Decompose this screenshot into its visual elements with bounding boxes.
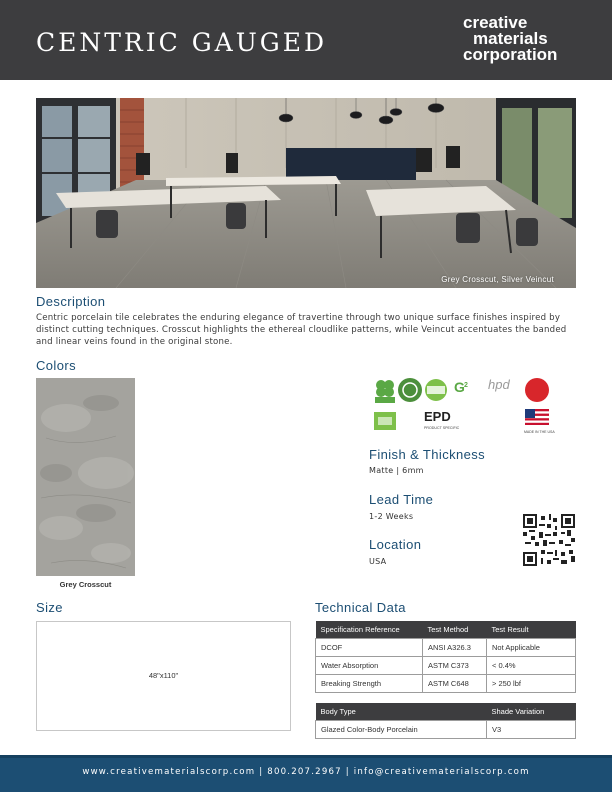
table-row — [316, 638, 576, 656]
column-header: Shade Variation — [487, 703, 576, 720]
usa-flag-icon — [525, 409, 549, 425]
table-row — [316, 674, 576, 692]
table-header-row — [316, 621, 576, 638]
qr-code[interactable] — [523, 514, 575, 566]
table-row — [316, 720, 576, 738]
table-cell: Breaking Strength — [316, 674, 423, 692]
table-cell: ANSI A326.3 — [423, 638, 487, 656]
lead-time-heading: Lead Time — [369, 492, 434, 507]
footer-contact[interactable]: www.creativematerialscorp.com | 800.207.2967 | info@creativematerialscorp.com — [82, 767, 530, 777]
recycle-icon — [398, 378, 422, 402]
table-cell: > 250 lbf — [487, 674, 576, 692]
finish-heading: Finish & Thickness — [369, 447, 486, 462]
location-value: USA — [369, 557, 387, 566]
column-header: Test Method — [423, 621, 487, 638]
usgbc-icon — [375, 380, 395, 403]
logo-line-2: materials — [473, 29, 548, 48]
epd-label: EPD — [424, 409, 451, 424]
swatch-label: Grey Crosscut — [59, 580, 112, 589]
column-header: Test Result — [487, 621, 576, 638]
logo-line-1: creative — [463, 13, 528, 32]
svg-text:G: G — [454, 379, 465, 395]
product-title: CENTRIC GAUGED — [36, 28, 328, 57]
colors-heading: Colors — [36, 358, 76, 373]
svg-text:hpd: hpd — [488, 377, 510, 392]
table-cell: V3 — [487, 720, 576, 738]
table-cell: ASTM C648 — [423, 674, 487, 692]
green-badge-icon — [425, 379, 447, 401]
cert-logo-strip — [372, 377, 562, 435]
table-row — [316, 656, 576, 674]
table-header-row — [316, 703, 576, 720]
qr-code-image — [523, 514, 575, 566]
hero-image — [36, 98, 576, 288]
table-cell: Glazed Color-Body Porcelain — [316, 720, 487, 738]
size-heading: Size — [36, 600, 63, 615]
technical-data-table — [315, 621, 576, 693]
lead-time-value: 1-2 Weeks — [369, 512, 414, 521]
column-header: Body Type — [316, 703, 487, 720]
description-heading: Description — [36, 294, 106, 309]
footer-stripe — [0, 755, 612, 758]
location-heading: Location — [369, 537, 422, 552]
finish-value: Matte | 6mm — [369, 466, 424, 475]
size-diagram — [36, 621, 291, 731]
office-scene-illustration — [36, 98, 576, 288]
technical-heading: Technical Data — [315, 600, 406, 615]
description-text: Centric porcelain tile celebrates the enduring elegance of travertine through two unique surface finishes inspired by distinct cutting techniques. Crosscut highlights the ethereal cloudlike patterns, while Veincut accentuates the banded and linear veins found in the original stone. — [36, 313, 567, 347]
color-swatch-grey-crosscut — [36, 378, 135, 576]
hero-caption: Grey Crosscut, Silver Veincut — [441, 275, 554, 284]
company-logo — [463, 15, 557, 63]
size-value: 48"x110" — [148, 671, 179, 680]
header-bar — [0, 0, 612, 80]
body-type-table — [315, 703, 576, 739]
table-cell: DCOF — [316, 638, 423, 656]
table-cell: Water Absorption — [316, 656, 423, 674]
logo-line-3: corporation — [463, 45, 558, 64]
table-cell: ASTM C373 — [423, 656, 487, 674]
certification-logos — [372, 377, 562, 435]
column-header: Specification Reference — [316, 621, 423, 638]
red-list-icon — [525, 378, 549, 402]
stone-texture — [36, 378, 135, 576]
epd-sub: PRODUCT SPECIFIC — [424, 426, 460, 430]
table-cell: Not Applicable — [487, 638, 576, 656]
table-cell: < 0.4% — [487, 656, 576, 674]
svg-text:2: 2 — [464, 382, 468, 389]
made-in-usa-label: MADE IN THE USA — [524, 430, 555, 434]
